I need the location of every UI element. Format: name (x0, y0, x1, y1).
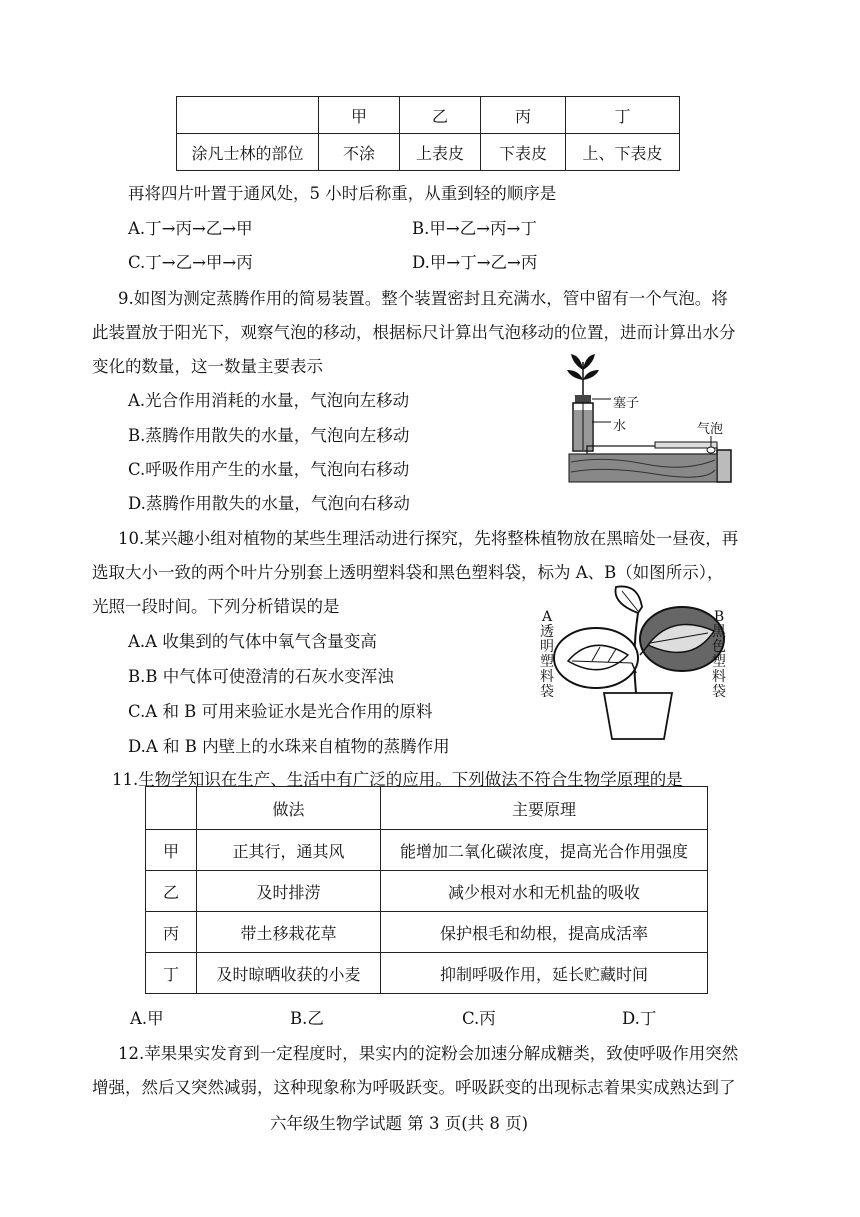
q11-option-c: C.丙 (462, 1009, 496, 1028)
q9-option-a: A.光合作用消耗的水量，气泡向左移动 (128, 391, 410, 410)
stopper-label: 塞子 (613, 396, 640, 411)
q12-line-2: 增强，然后又突然减弱，这种现象称为呼吸跃变。呼吸跃变的出现标志着果实成熟达到了 (92, 1078, 736, 1097)
plant-bag-drawing (532, 583, 732, 743)
q9-line-1: 9.如图为测定蒸腾作用的简易装置。整个装置密封且充满水，管中留有一个气泡。将 (118, 289, 728, 308)
q12-line-1: 12.苹果果实发育到一定程度时，果实内的淀粉会加速分解成糖类，致使呼吸作用突然 (118, 1044, 739, 1063)
plant-bag-figure (532, 583, 732, 743)
row-label: 丙 (146, 912, 197, 953)
principle-cell: 抑制呼吸作用，延长贮藏时间 (381, 953, 708, 994)
row-label: 丁 (146, 953, 197, 994)
table-cell: 上表皮 (400, 134, 481, 171)
table-header-cell: 丙 (481, 97, 566, 134)
table-row (146, 912, 708, 953)
q10-line-2: 选取大小一致的两个叶片分别套上透明塑料袋和黑色塑料袋，标为 A、B（如图所示）， (92, 563, 724, 582)
vaseline-table (176, 96, 680, 171)
water-label: 水 (613, 419, 627, 434)
practice-table (145, 786, 708, 994)
principle-cell: 能增加二氧化碳浓度，提高光合作用强度 (381, 830, 708, 871)
table-cell: 上、下表皮 (566, 134, 680, 171)
q11-option-b: B.乙 (290, 1009, 324, 1028)
table-header-cell: 甲 (319, 97, 400, 134)
table-header-cell (177, 97, 319, 134)
table-row (146, 871, 708, 912)
table-header-cell: 丁 (566, 97, 680, 134)
bag-b-label: B黑色塑料袋 (712, 609, 726, 700)
table-header-cell: 主要原理 (381, 787, 708, 830)
q8-stem: 再将四片叶置于通风处，5 小时后称重，从重到轻的顺序是 (128, 184, 557, 203)
row-label: 甲 (146, 830, 197, 871)
q11-option-d: D.丁 (622, 1009, 657, 1028)
principle-cell: 保护根毛和幼根，提高成活率 (381, 912, 708, 953)
table-row (146, 953, 708, 994)
page-footer: 六年级生物学试题 第 3 页(共 8 页) (270, 1114, 529, 1133)
q8-option-d: D.甲→丁→乙→丙 (412, 253, 538, 272)
row-label: 乙 (146, 871, 197, 912)
table-cell: 下表皮 (481, 134, 566, 171)
q9-option-d: D.蒸腾作用散失的水量，气泡向右移动 (128, 494, 410, 513)
table-header-cell: 乙 (400, 97, 481, 134)
q8-option-b: B.甲→乙→丙→丁 (412, 219, 537, 238)
table-header-cell (146, 787, 197, 830)
table-row (146, 830, 708, 871)
bag-a-label: A透明塑料袋 (540, 609, 554, 700)
q9-option-b: B.蒸腾作用散失的水量，气泡向左移动 (128, 426, 410, 445)
practice-cell: 及时排涝 (197, 871, 381, 912)
q9-line-2: 此装置放于阳光下，观察气泡的移动，根据标尺计算出气泡移动的位置，进而计算出水分 (92, 323, 736, 342)
practice-cell: 正其行，通其风 (197, 830, 381, 871)
table-cell: 不涂 (319, 134, 400, 171)
q11-option-a: A.甲 (130, 1009, 164, 1028)
q9-option-c: C.呼吸作用产生的水量，气泡向右移动 (128, 460, 410, 479)
practice-cell: 及时晾晒收获的小麦 (197, 953, 381, 994)
q11-stem: 11.生物学知识在生产、生活中有广泛的应用。下列做法不符合生物学原理的是 (112, 770, 683, 789)
q10-option-b: B.B 中气体可使澄清的石灰水变浑浊 (128, 667, 394, 686)
table-row-label: 涂凡士林的部位 (177, 134, 319, 171)
q8-option-a: A.丁→丙→乙→甲 (128, 219, 253, 238)
q8-option-c: C.丁→乙→甲→丙 (128, 253, 253, 272)
q9-line-3: 变化的数量，这一数量主要表示 (92, 357, 323, 376)
bubble-label: 气泡 (697, 422, 724, 437)
transpiration-apparatus-figure (565, 350, 750, 490)
q10-option-c: C.A 和 B 可用来验证水是光合作用的原料 (128, 702, 433, 721)
q10-line-1: 10.某兴趣小组对植物的某些生理活动进行探究，先将整株植物放在黑暗处一昼夜，再 (118, 529, 739, 548)
q10-line-3: 光照一段时间。下列分析错误的是 (92, 597, 340, 616)
q10-option-d: D.A 和 B 内壁上的水珠来自植物的蒸腾作用 (128, 737, 450, 756)
q10-option-a: A.A 收集到的气体中氧气含量变高 (128, 632, 377, 651)
principle-cell: 减少根对水和无机盐的吸收 (381, 871, 708, 912)
table-header-cell: 做法 (197, 787, 381, 830)
practice-cell: 带土移栽花草 (197, 912, 381, 953)
